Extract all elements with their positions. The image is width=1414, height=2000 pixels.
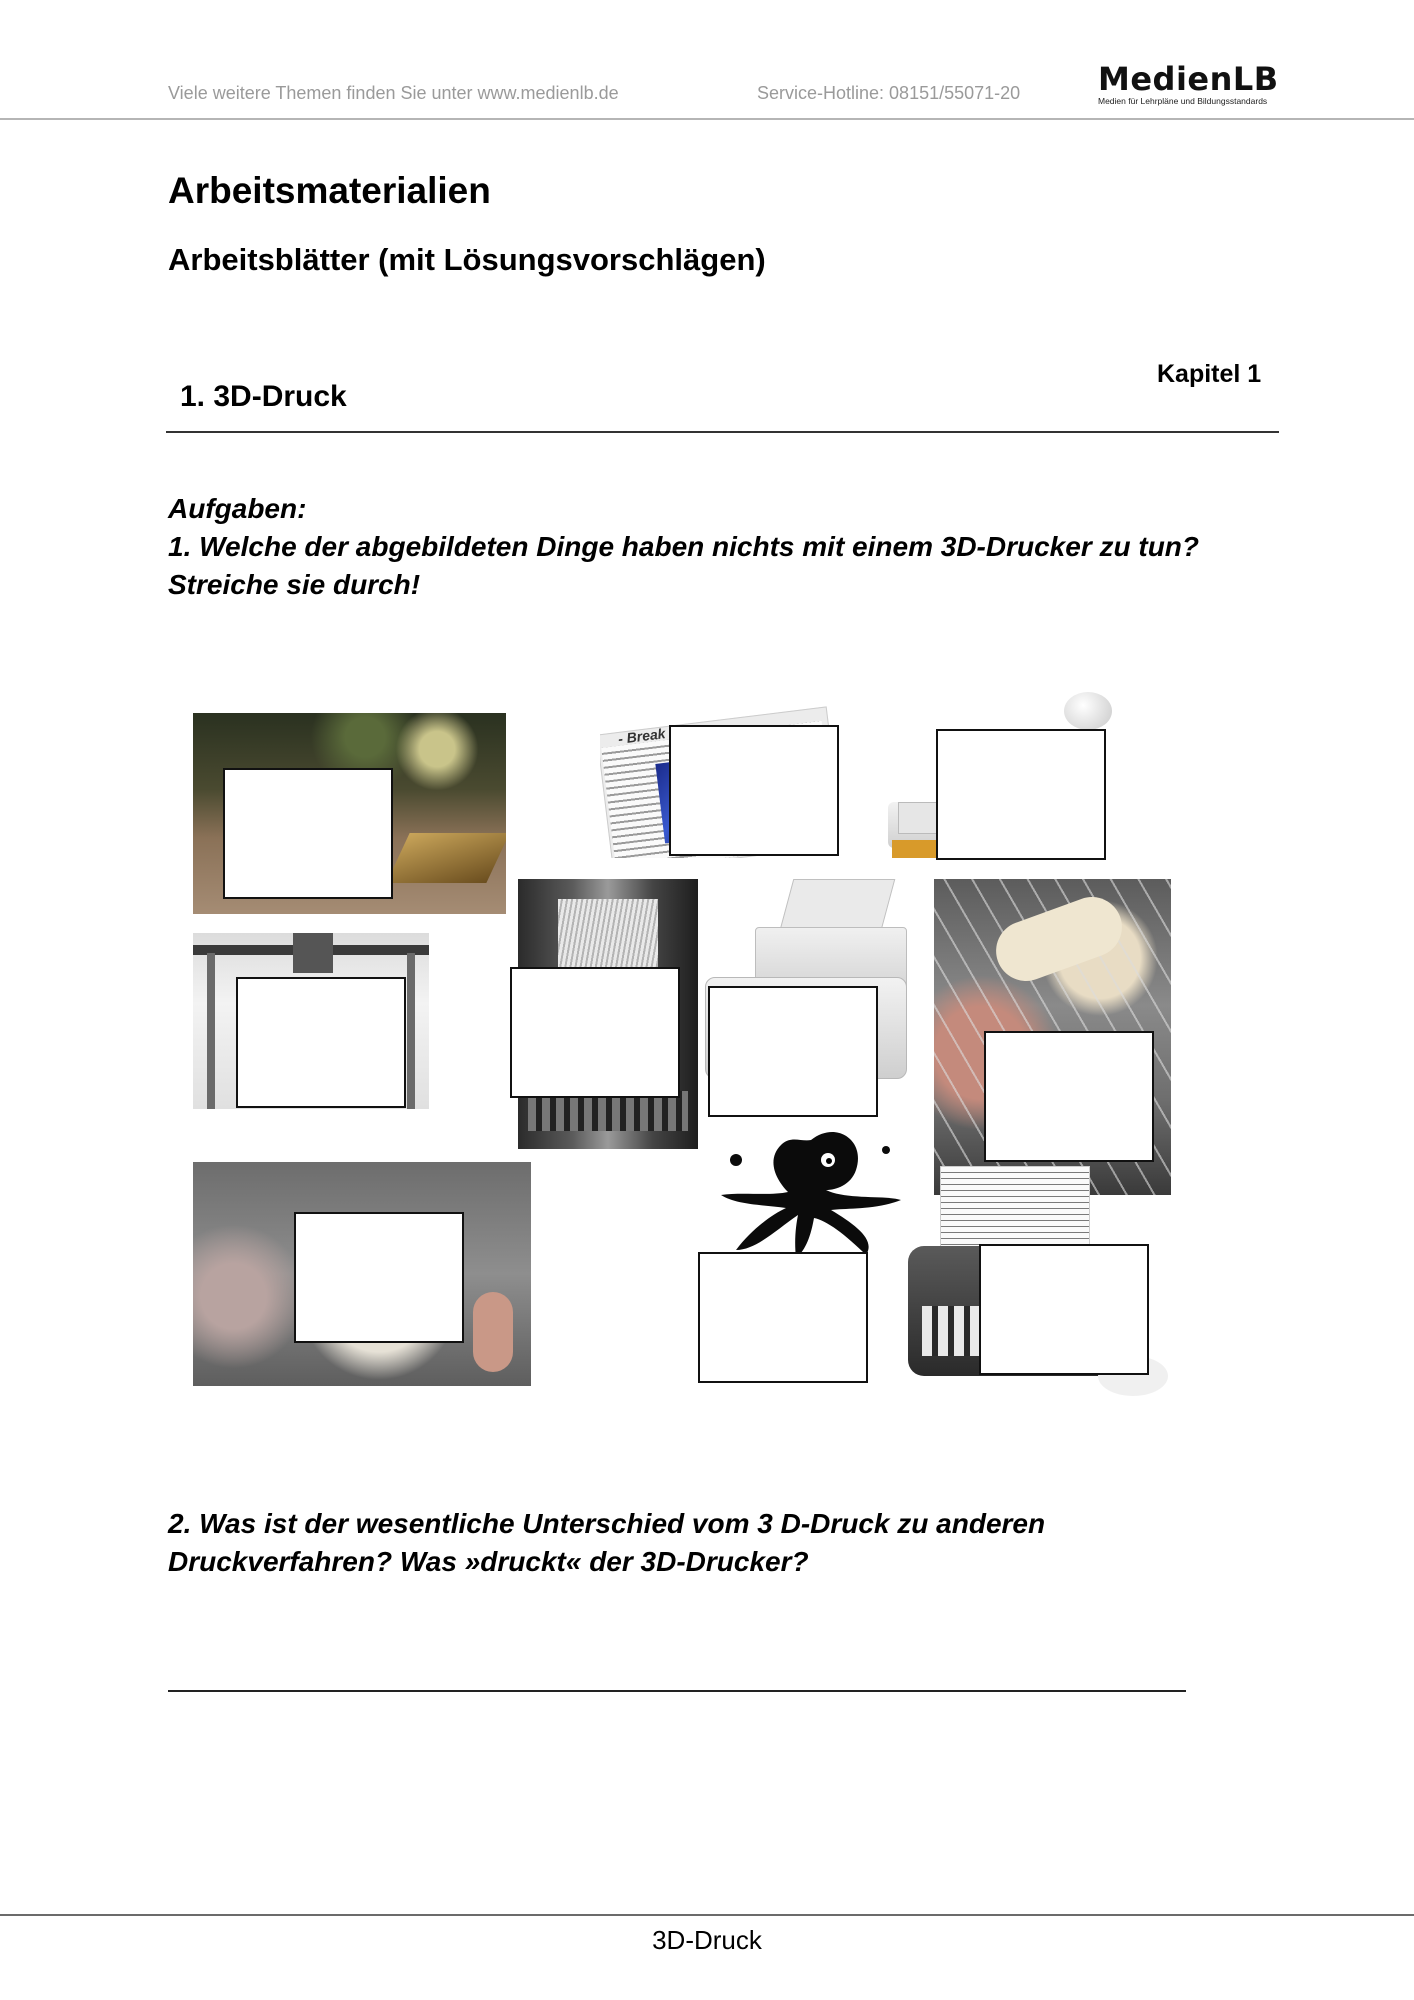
placeholder-box-3[interactable] xyxy=(936,729,1106,860)
placeholder-box-8[interactable] xyxy=(294,1212,464,1343)
task-2-question-line2: Druckverfahren? Was »druckt« der 3D-Drucker? xyxy=(168,1546,809,1577)
placeholder-box-5[interactable] xyxy=(510,967,680,1098)
task-1-question: 1. Welche der abgebildeten Dinge haben nichts mit einem 3D-Drucker zu tun? xyxy=(168,531,1200,562)
placeholder-box-1[interactable] xyxy=(223,768,393,899)
placeholder-box-9[interactable] xyxy=(698,1252,868,1383)
medienlb-logo xyxy=(1098,62,1294,106)
footer-title: 3D-Druck xyxy=(652,1925,762,1955)
answer-line[interactable] xyxy=(168,1690,1186,1692)
logo-tagline: Medien für Lehrpläne und Bildungsstandards xyxy=(1098,96,1268,106)
octopus-shape xyxy=(721,1132,901,1258)
placeholder-box-7[interactable] xyxy=(984,1031,1154,1162)
section-heading: 1. 3D-Druck xyxy=(180,380,347,413)
task-1-instruction: Streiche sie durch! xyxy=(168,569,421,600)
header-divider xyxy=(0,118,1414,120)
logo-name: MedienLB xyxy=(1098,60,1279,98)
task-2 xyxy=(168,1505,1045,1581)
section-divider xyxy=(166,431,1279,433)
page-title: Arbeitsmaterialien xyxy=(168,170,491,211)
placeholder-box-6[interactable] xyxy=(708,986,878,1117)
placeholder-box-2[interactable] xyxy=(669,725,839,856)
footer-divider xyxy=(0,1914,1414,1916)
placeholder-box-10[interactable] xyxy=(979,1244,1149,1375)
service-hotline: Service-Hotline: 08151/55071-20 xyxy=(757,83,1021,103)
task-1 xyxy=(168,490,1199,604)
tasks-heading: Aufgaben: xyxy=(168,493,307,524)
placeholder-box-4[interactable] xyxy=(236,977,406,1108)
website-link[interactable]: Viele weitere Themen finden Sie unter www.medienlb.de xyxy=(168,83,619,103)
chapter-label: Kapitel 1 xyxy=(1157,360,1262,388)
ink-splash-image xyxy=(716,1120,906,1260)
newspaper-headline: - Break xyxy=(617,725,667,747)
page-subtitle: Arbeitsblätter (mit Lösungsvorschlägen) xyxy=(168,242,766,277)
task-2-question-line1: 2. Was ist der wesentliche Unterschied vom 3 D-Druck zu anderen xyxy=(168,1508,1046,1539)
